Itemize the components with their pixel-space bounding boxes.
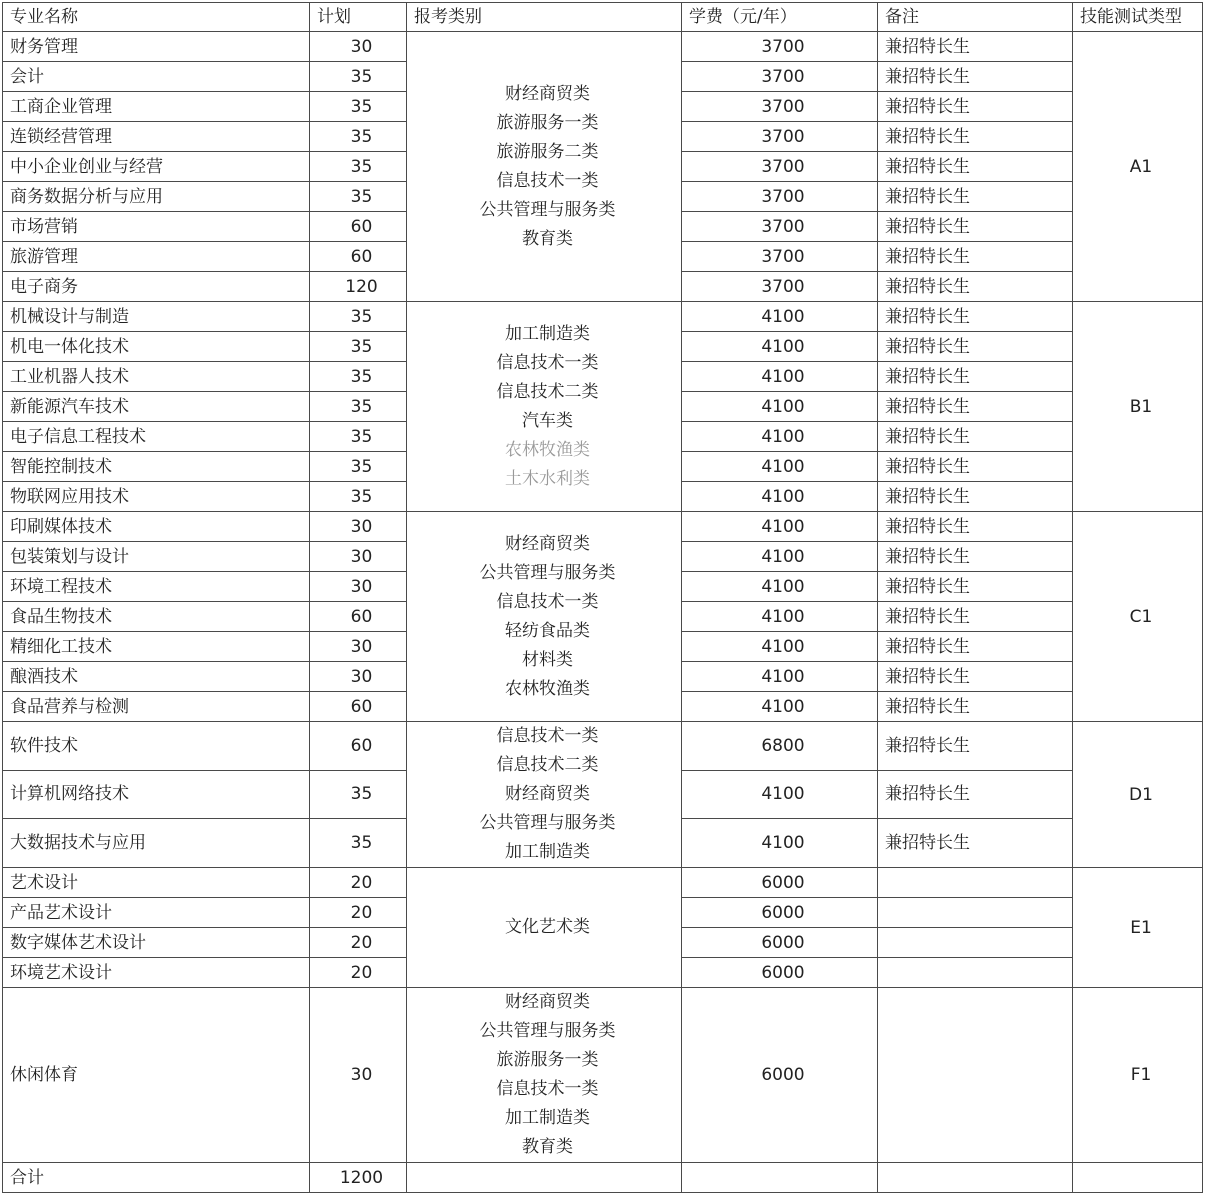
total-fee-empty [682,1163,878,1193]
exam-category: 公共管理与服务类 [479,1021,616,1041]
remark [878,928,1073,958]
remark: 兼招特长生 [878,212,1073,242]
major-name: 电子商务 [3,272,310,302]
remark: 兼招特长生 [878,302,1073,332]
total-category-empty [407,1163,682,1193]
major-name: 旅游管理 [3,242,310,272]
tuition-fee: 6000 [682,898,878,928]
major-name: 环境艺术设计 [3,958,310,988]
exam-categories [407,32,682,302]
plan-count: 35 [310,122,407,152]
tuition-fee: 3700 [682,32,878,62]
plan-count: 30 [310,662,407,692]
plan-count: 20 [310,928,407,958]
remark: 兼招特长生 [878,122,1073,152]
plan-count: 30 [310,512,407,542]
tuition-fee: 4100 [682,452,878,482]
header-category: 报考类别 [407,3,682,32]
tuition-fee: 4100 [682,770,878,819]
exam-category: 加工制造类 [505,323,590,344]
plan-count: 60 [310,602,407,632]
remark: 兼招特长生 [878,182,1073,212]
tuition-fee: 3700 [682,92,878,122]
table-body [3,3,1203,1193]
tuition-fee: 6000 [682,988,878,1163]
exam-category: 教育类 [522,1137,573,1157]
remark: 兼招特长生 [878,482,1073,512]
tuition-fee: 4100 [682,602,878,632]
plan-count: 35 [310,452,407,482]
plan-count: 60 [310,692,407,722]
major-name: 产品艺术设计 [3,898,310,928]
skill-test-type: F1 [1073,988,1203,1163]
tuition-fee: 6800 [682,722,878,771]
tuition-fee: 3700 [682,272,878,302]
plan-count: 35 [310,152,407,182]
plan-count: 60 [310,722,407,771]
major-name: 物联网应用技术 [3,482,310,512]
tuition-fee: 4100 [682,632,878,662]
exam-category: 轻纺食品类 [505,620,590,641]
plan-count: 35 [310,182,407,212]
remark: 兼招特长生 [878,572,1073,602]
table-row [3,988,1203,1163]
plan-count: 35 [310,770,407,819]
total-test-empty [1073,1163,1203,1193]
plan-count: 35 [310,819,407,868]
tuition-fee: 3700 [682,242,878,272]
plan-count: 35 [310,302,407,332]
plan-count: 30 [310,632,407,662]
remark [878,898,1073,928]
remark: 兼招特长生 [878,692,1073,722]
exam-category: 材料类 [522,649,573,670]
plan-count: 60 [310,212,407,242]
tuition-fee: 6000 [682,928,878,958]
exam-category: 财经商贸类 [505,83,590,104]
tuition-fee: 6000 [682,868,878,898]
major-name: 工商企业管理 [3,92,310,122]
exam-category: 加工制造类 [505,842,590,862]
tuition-fee: 4100 [682,482,878,512]
exam-categories [407,722,682,868]
major-name: 食品营养与检测 [3,692,310,722]
remark: 兼招特长生 [878,819,1073,868]
major-name: 艺术设计 [3,868,310,898]
exam-category: 汽车类 [522,410,573,431]
major-name: 智能控制技术 [3,452,310,482]
exam-category: 公共管理与服务类 [479,813,616,833]
exam-category: 信息技术一类 [496,352,599,373]
tuition-fee: 4100 [682,512,878,542]
table-row [3,868,1203,898]
remark: 兼招特长生 [878,602,1073,632]
major-name: 机械设计与制造 [3,302,310,332]
plan-count: 35 [310,92,407,122]
header-name: 专业名称 [3,3,310,32]
plan-count: 35 [310,332,407,362]
plan-count: 30 [310,542,407,572]
remark: 兼招特长生 [878,32,1073,62]
remark: 兼招特长生 [878,152,1073,182]
major-name: 商务数据分析与应用 [3,182,310,212]
exam-category: 土木水利类 [505,468,590,489]
major-name: 包装策划与设计 [3,542,310,572]
tuition-fee: 3700 [682,122,878,152]
exam-category: 公共管理与服务类 [479,199,616,220]
major-name: 财务管理 [3,32,310,62]
exam-category: 农林牧渔类 [505,439,590,460]
exam-category: 信息技术一类 [496,591,599,612]
plan-count: 60 [310,242,407,272]
exam-category: 旅游服务一类 [496,1050,599,1070]
remark: 兼招特长生 [878,422,1073,452]
total-note-empty [878,1163,1073,1193]
major-name: 工业机器人技术 [3,362,310,392]
plan-count: 35 [310,362,407,392]
enrollment-plan-table [2,2,1203,1193]
exam-category: 信息技术二类 [496,381,599,402]
header-note: 备注 [878,3,1073,32]
tuition-fee: 4100 [682,572,878,602]
exam-categories [407,868,682,988]
major-name: 食品生物技术 [3,602,310,632]
tuition-fee: 4100 [682,542,878,572]
major-name: 电子信息工程技术 [3,422,310,452]
remark: 兼招特长生 [878,62,1073,92]
header-row [3,3,1203,32]
total-plan: 1200 [310,1163,407,1193]
remark [878,988,1073,1163]
exam-category: 财经商贸类 [505,992,590,1012]
tuition-fee: 3700 [682,62,878,92]
remark: 兼招特长生 [878,722,1073,771]
remark: 兼招特长生 [878,512,1073,542]
remark: 兼招特长生 [878,332,1073,362]
plan-count: 30 [310,988,407,1163]
exam-category: 财经商贸类 [505,784,590,804]
exam-category: 信息技术二类 [496,755,599,775]
tuition-fee: 4100 [682,302,878,332]
exam-category: 农林牧渔类 [505,678,590,699]
skill-test-type: B1 [1073,302,1203,512]
exam-category: 公共管理与服务类 [479,562,616,583]
major-name: 环境工程技术 [3,572,310,602]
exam-category: 信息技术一类 [496,1079,599,1099]
table-row [3,722,1203,771]
tuition-fee: 3700 [682,182,878,212]
major-name: 酿酒技术 [3,662,310,692]
remark: 兼招特长生 [878,542,1073,572]
major-name: 精细化工技术 [3,632,310,662]
major-name: 计算机网络技术 [3,770,310,819]
tuition-fee: 4100 [682,422,878,452]
table-row [3,32,1203,62]
plan-count: 20 [310,868,407,898]
exam-categories [407,988,682,1163]
tuition-fee: 4100 [682,362,878,392]
plan-count: 30 [310,572,407,602]
header-plan: 计划 [310,3,407,32]
remark: 兼招特长生 [878,92,1073,122]
exam-category: 旅游服务二类 [496,141,599,162]
remark: 兼招特长生 [878,662,1073,692]
plan-count: 35 [310,482,407,512]
remark [878,958,1073,988]
plan-count: 30 [310,32,407,62]
major-name: 软件技术 [3,722,310,771]
major-name: 印刷媒体技术 [3,512,310,542]
tuition-fee: 4100 [682,662,878,692]
remark: 兼招特长生 [878,272,1073,302]
tuition-fee: 4100 [682,332,878,362]
tuition-fee: 3700 [682,212,878,242]
tuition-fee: 4100 [682,392,878,422]
table-row [3,302,1203,332]
exam-category: 信息技术一类 [496,170,599,191]
exam-category: 财经商贸类 [505,533,590,554]
exam-category: 旅游服务一类 [496,112,599,133]
plan-count: 35 [310,392,407,422]
major-name: 市场营销 [3,212,310,242]
major-name: 连锁经营管理 [3,122,310,152]
remark: 兼招特长生 [878,242,1073,272]
tuition-fee: 4100 [682,692,878,722]
plan-count: 20 [310,898,407,928]
exam-category: 文化艺术类 [505,917,590,937]
skill-test-type: D1 [1073,722,1203,868]
plan-count: 120 [310,272,407,302]
remark: 兼招特长生 [878,770,1073,819]
skill-test-type: A1 [1073,32,1203,302]
tuition-fee: 4100 [682,819,878,868]
exam-categories [407,512,682,722]
major-name: 中小企业创业与经营 [3,152,310,182]
header-test: 技能测试类型 [1073,3,1203,32]
remark [878,868,1073,898]
remark: 兼招特长生 [878,392,1073,422]
exam-category: 加工制造类 [505,1108,590,1128]
table-row [3,512,1203,542]
plan-count: 35 [310,62,407,92]
skill-test-type: E1 [1073,868,1203,988]
exam-category: 信息技术一类 [496,726,599,746]
major-name: 新能源汽车技术 [3,392,310,422]
remark: 兼招特长生 [878,632,1073,662]
total-label: 合计 [3,1163,310,1193]
remark: 兼招特长生 [878,362,1073,392]
remark: 兼招特长生 [878,452,1073,482]
total-row [3,1163,1203,1193]
tuition-fee: 3700 [682,152,878,182]
major-name: 大数据技术与应用 [3,819,310,868]
exam-categories [407,302,682,512]
exam-category: 教育类 [522,228,573,249]
major-name: 会计 [3,62,310,92]
skill-test-type: C1 [1073,512,1203,722]
major-name: 机电一体化技术 [3,332,310,362]
major-name: 数字媒体艺术设计 [3,928,310,958]
tuition-fee: 6000 [682,958,878,988]
header-fee: 学费（元/年） [682,3,878,32]
major-name: 休闲体育 [3,988,310,1163]
plan-count: 20 [310,958,407,988]
plan-count: 35 [310,422,407,452]
